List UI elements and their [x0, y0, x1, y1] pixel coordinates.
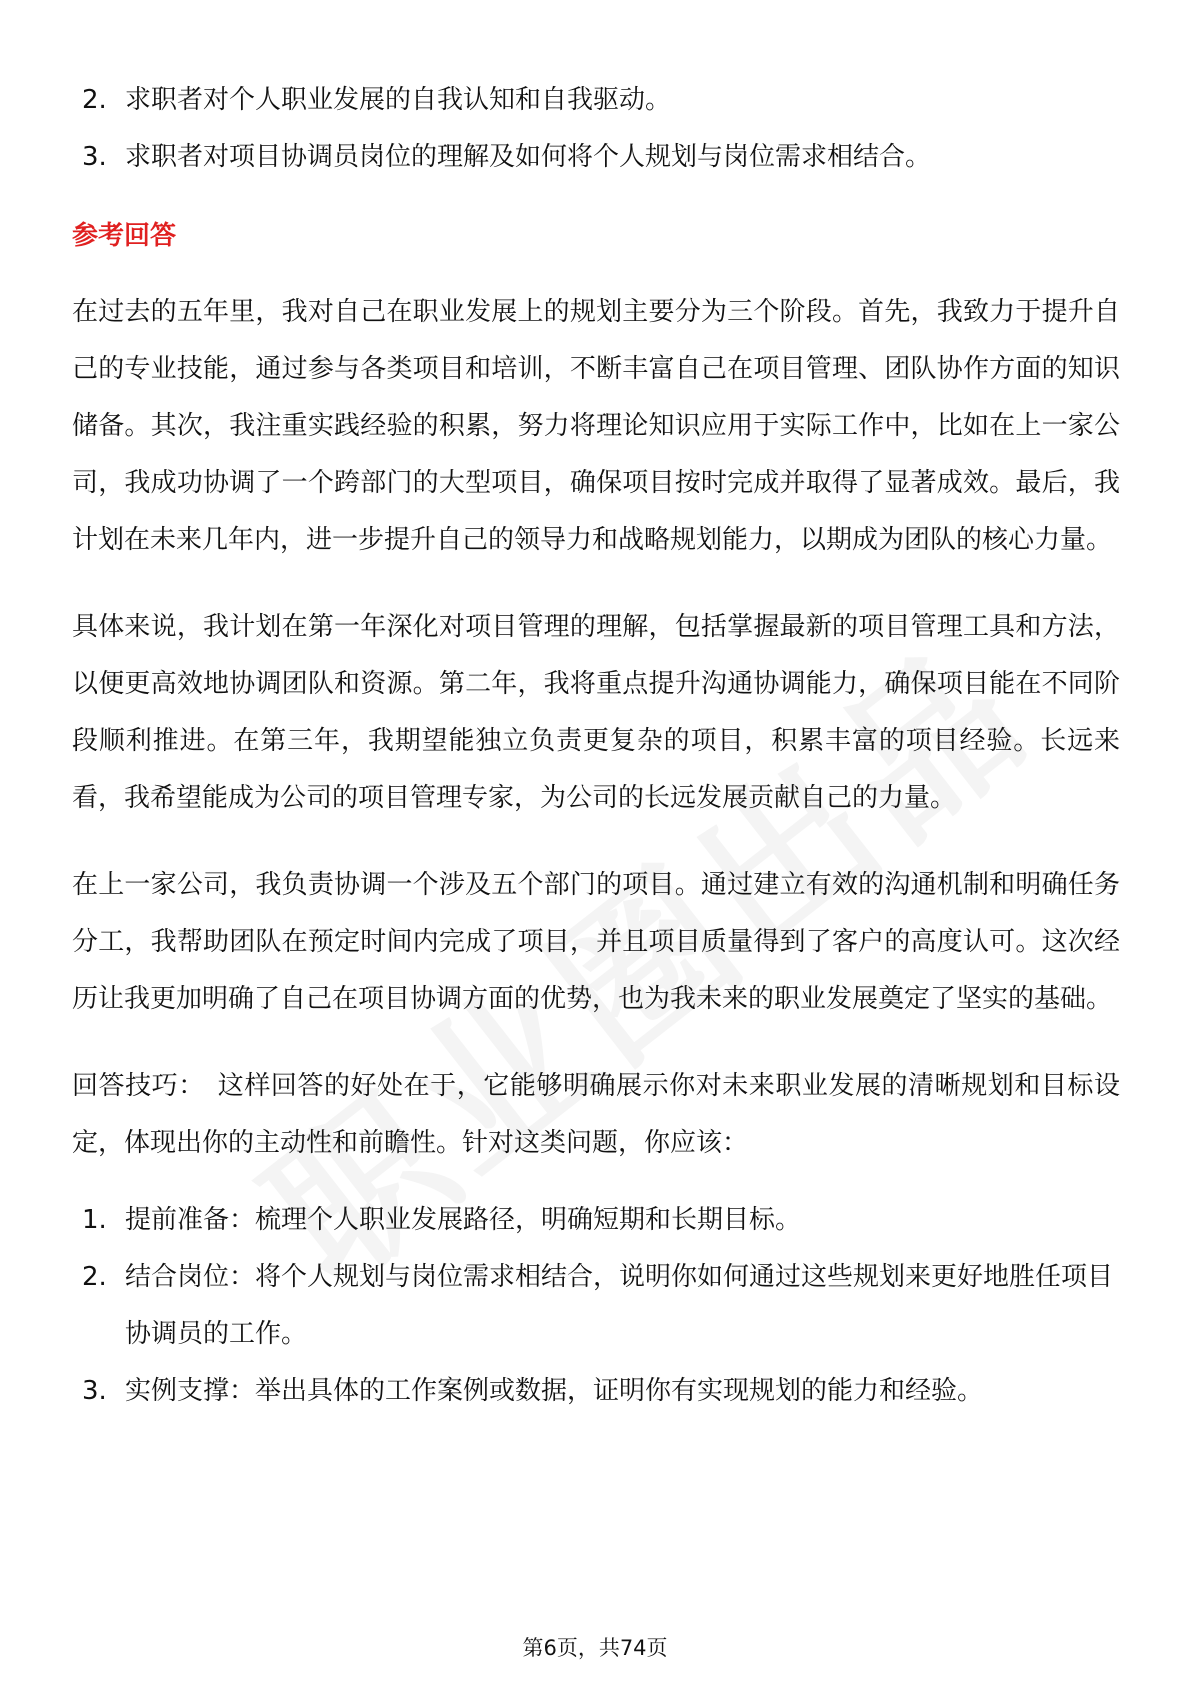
tips-list-item [72, 1192, 1120, 1249]
list-text: 求职者对项目协调员岗位的理解及如何将个人规划与岗位需求相结合。 [125, 142, 932, 172]
tips-list-item [72, 1249, 1120, 1363]
list-number: 2. [82, 85, 107, 115]
intro-list-item [72, 129, 1120, 186]
list-text: 求职者对个人职业发展的自我认知和自我驱动。 [125, 85, 672, 115]
list-number: 3. [82, 142, 107, 172]
tips-list [72, 1192, 1120, 1420]
answer-paragraph: 具体来说，我计划在第一年深化对项目管理的理解，包括掌握最新的项目管理工具和方法，以便更高效地协调团队和资源。第二年，我将重点提升沟通协调能力，确保项目能在不同阶段顺利推进。在第三年，我期望能独立负责更复杂的项目，积累丰富的项目经验。长远来看，我希望能成为公司的项目管理专家，为公司的长远发展贡献自己的力量。 [72, 612, 1120, 813]
tips-list-item [72, 1363, 1120, 1420]
list-text: 实例支撑：举出具体的工作案例或数据，证明你有实现规划的能力和经验。 [125, 1376, 984, 1406]
list-number: 3. [82, 1376, 107, 1406]
tips-paragraph [72, 1058, 1120, 1172]
page-footer: 第6页，共74页 [522, 1636, 668, 1660]
list-number: 1. [82, 1205, 107, 1235]
answer-paragraph: 在过去的五年里，我对自己在职业发展上的规划主要分为三个阶段。首先，我致力于提升自己的专业技能，通过参与各类项目和培训，不断丰富自己在项目管理、团队协作方面的知识储备。其次，我注重实践经验的积累，努力将理论知识应用于实际工作中，比如在上一家公司，我成功协调了一个跨部门的大型项目，确保项目按时完成并取得了显著成效。最后，我计划在未来几年内，进一步提升自己的领导力和战略规划能力，以期成为团队的核心力量。 [72, 297, 1120, 555]
intro-list-item [72, 72, 1120, 129]
intro-list [72, 72, 1120, 186]
page-content [72, 72, 1120, 1420]
answer-paragraph: 在上一家公司，我负责协调一个涉及五个部门的项目。通过建立有效的沟通机制和明确任务分工，我帮助团队在预定时间内完成了项目，并且项目质量得到了客户的高度认可。这次经历让我更加明确了自己在项目协调方面的优势，也为我未来的职业发展奠定了坚实的基础。 [72, 870, 1120, 1014]
tips-text: 这样回答的好处在于，它能够明确展示你对未来职业发展的清晰规划和目标设定，体现出你的主动性和前瞻性。针对这类问题，你应该： [72, 1071, 1120, 1158]
section-heading: 参考回答 [72, 221, 177, 251]
list-number: 2. [82, 1262, 107, 1292]
tips-label: 回答技巧： [72, 1071, 205, 1101]
list-text: 结合岗位：将个人规划与岗位需求相结合，说明你如何通过这些规划来更好地胜任项目协调员的工作。 [125, 1262, 1114, 1349]
list-text: 提前准备：梳理个人职业发展路径，明确短期和长期目标。 [125, 1205, 802, 1235]
